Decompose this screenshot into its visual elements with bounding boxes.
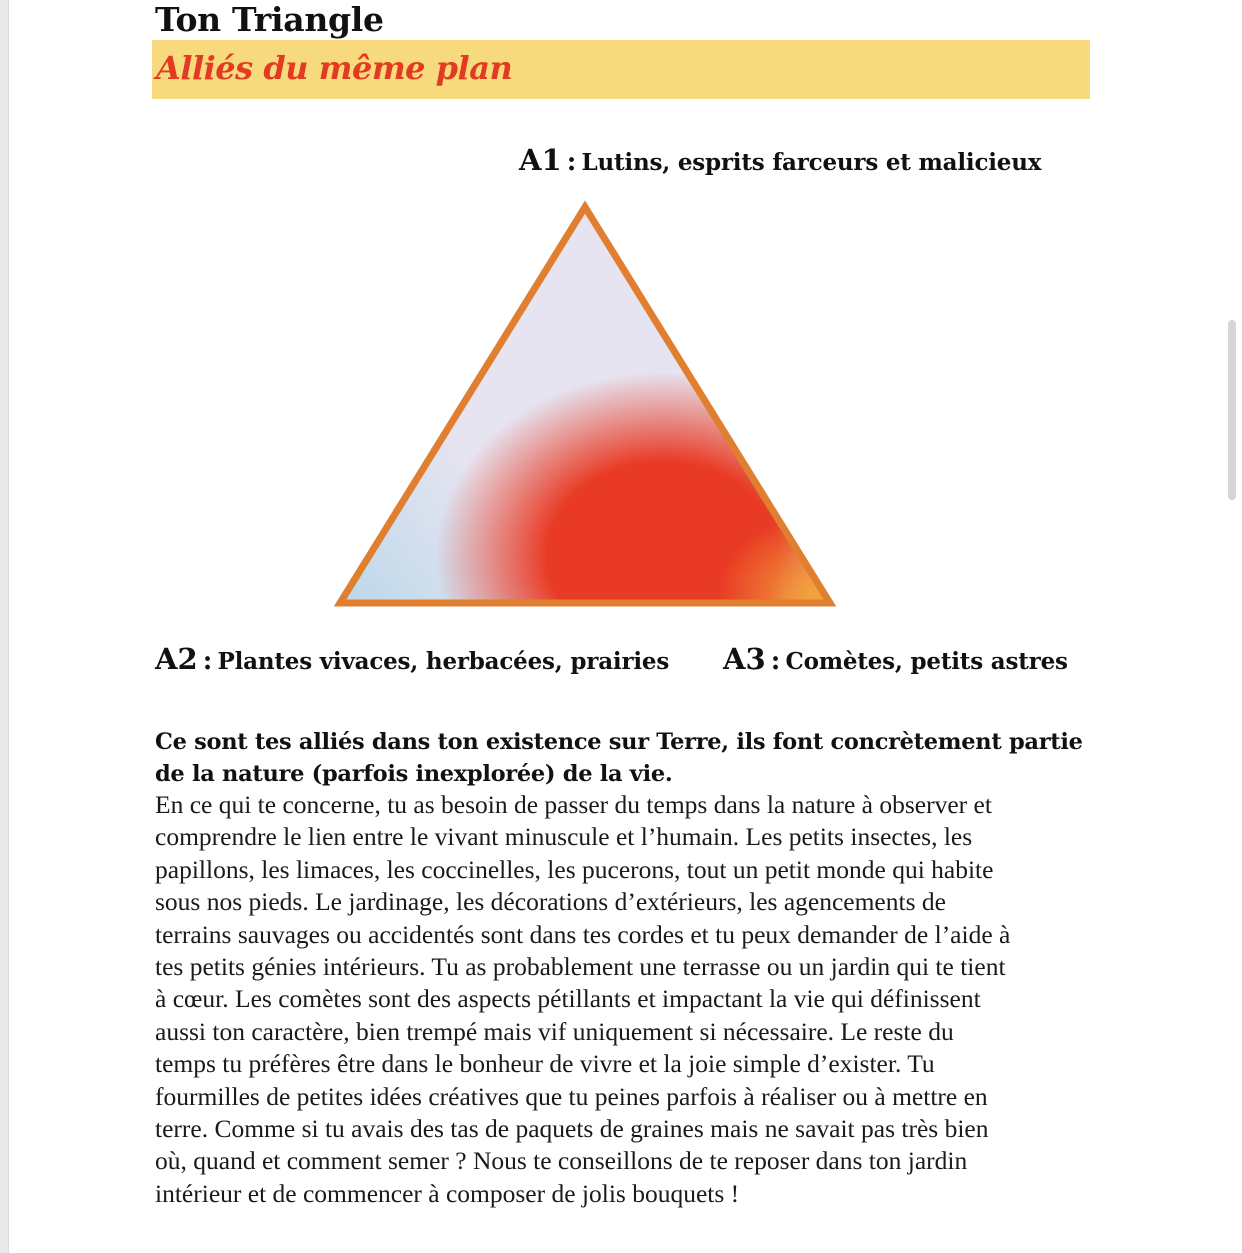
scrollbar-thumb[interactable]: [1228, 320, 1236, 500]
body-line: terre. Comme si tu avais des tas de paquets de graines mais ne savait pas très bien: [155, 1114, 989, 1144]
page-left-edge: [0, 0, 9, 1253]
vertex-description: Comètes, petits astres: [785, 648, 1068, 675]
vertex-label-a3: [723, 642, 1068, 676]
body-line: comprendre le lien entre le vivant minuscule et l’humain. Les petits insectes, les: [155, 822, 973, 852]
body-line: papillons, les limaces, les coccinelles, les pucerons, tout un petit monde qui habite: [155, 854, 994, 884]
body-line: aussi ton caractère, bien trempé mais vif uniquement si nécessaire. Le reste du: [155, 1016, 954, 1046]
vertex-key: A3: [723, 642, 766, 676]
vertex-key: A2: [155, 642, 198, 676]
body-line: temps tu préfères être dans le bonheur de vivre et la joie simple d’exister. Tu: [155, 1049, 935, 1079]
body-line: En ce qui te concerne, tu as besoin de passer du temps dans la nature à observer et: [155, 790, 992, 819]
body-paragraph: [155, 789, 1100, 1210]
intro-paragraph: Ce sont tes alliés dans ton existence sur Terre, ils font concrètement partie de la nature (parfois inexplorée) de la vie.: [155, 729, 1083, 787]
vertex-description: Plantes vivaces, herbacées, prairies: [217, 648, 670, 675]
body-line: à cœur. Les comètes sont des aspects pétillants et impactant la vie qui définissent: [155, 984, 981, 1014]
section-banner: [152, 40, 1090, 99]
body-line: tes petits génies intérieurs. Tu as probablement une terrasse ou un jardin qui te tient: [155, 952, 1006, 982]
body-line: intérieur et de commencer à composer de jolis bouquets !: [155, 1178, 740, 1208]
vertex-separator: :: [566, 147, 577, 177]
body-line: sous nos pieds. Le jardinage, les décorations d’extérieurs, les agencements de: [155, 887, 946, 917]
triangle-fill-orange: [340, 207, 830, 603]
triangle-diagram: [330, 195, 840, 615]
scrollbar[interactable]: [1222, 0, 1242, 1253]
vertex-key: A1: [519, 143, 562, 177]
vertex-separator: :: [770, 646, 781, 676]
body-line: terrains sauvages ou accidentés sont dans tes cordes et tu peux demander de l’aide à: [155, 919, 1011, 949]
section-heading: Alliés du même plan: [156, 49, 513, 87]
body-line: fourmilles de petites idées créatives que tu peines parfois à réaliser ou à mettre en: [155, 1081, 988, 1111]
vertex-label-a1: [519, 143, 1041, 177]
vertex-label-a2: [155, 642, 669, 676]
vertex-separator: :: [202, 646, 213, 676]
vertex-description: Lutins, esprits farceurs et malicieux: [581, 149, 1042, 176]
body-line: où, quand et comment semer ? Nous te conseillons de te reposer dans ton jardin: [155, 1146, 968, 1176]
page-title: Ton Triangle: [155, 0, 384, 39]
